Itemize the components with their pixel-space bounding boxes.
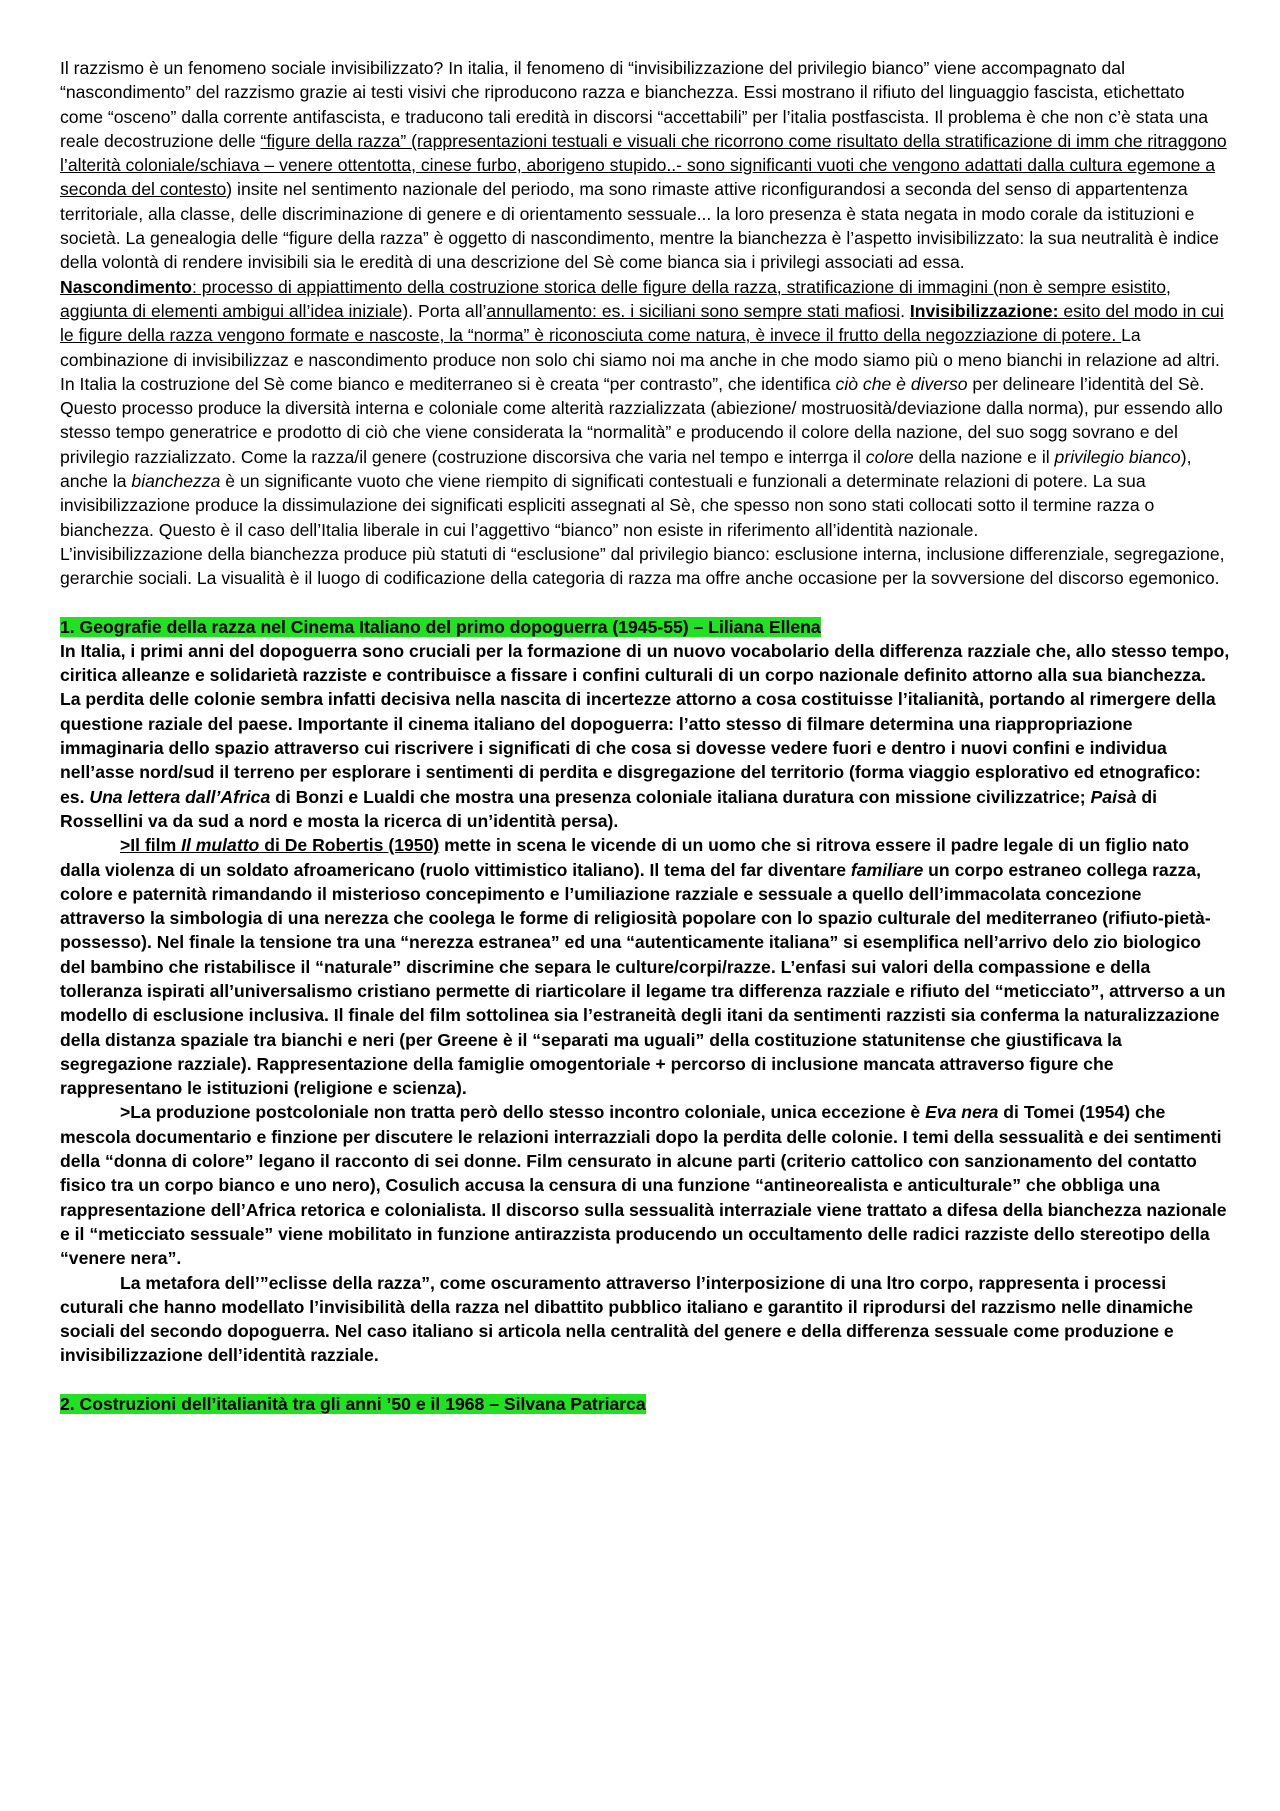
italic-text: Una lettera dall’Africa	[89, 786, 271, 807]
section-1-paragraph-2	[60, 687, 1230, 833]
text-run: .	[900, 300, 910, 321]
text-run: di Tomei (1954) che mescola documentario e finzione per discutere le relazioni interrazziali dopo la perdita delle colonie. I temi della sessualità e dei sentimenti della “donna di colore” legano il racconto di sei donne. Film censurato in alcune parti (criterio cattolico con sanzionamento del contatto fisico tra un corpo bianco e uno nero), Cosulich accusa la censura di una funzione “antineorealista e anticulturale” che obbliga una rappresentazione dell’Africa retorica e colonialista. Il discorso sulla sessualità interraziale viene trattato a difesa della bianchezza nazionale e il “meticciato sessuale” viene mobilitato in funzione antirazzista producendo un occultamento delle radici razziste dello stereotipo della “venere nera”.	[60, 1102, 1227, 1269]
text-run: >La produzione postcoloniale non tratta però dello stesso incontro coloniale, unica eccezione è	[120, 1102, 926, 1123]
intro-paragraph-4: L’invisibilizzazione della bianchezza produce più statuti di “esclusione” dal privilegio bianco: esclusione interna, inclusione differenziale, segregazione, gerarchie sociali. La visualità è il luogo di codificazione della categoria di razza ma offre anche occasione per la sovversione del discorso egemonico.	[60, 543, 1225, 589]
text-run: . Porta all’	[408, 300, 487, 321]
intro-paragraph-3	[60, 372, 1230, 542]
text-run: In Italia la costruzione del Sè come bianco e mediterraneo si è creata “per contrasto”, che identifica	[60, 373, 836, 394]
text-run: della nazione e il	[913, 446, 1055, 467]
italic-text: privilegio bianco	[1054, 446, 1181, 467]
text-run: un corpo estraneo collega razza, colore e paternità rimandando il misterioso concepimento e l’umiliazione razziale e sessuale a quello dell’immacolata concezione attraverso la simbologia di una nerezza che coolega le forme di religiosità popolare con lo spazio culturale del mediterraneo (rifiuto-pietà-possesso). Nel finale la tensione tra una “nerezza estranea” ed una “autenticamente italiana” si esemplifica nell’arrivo delo zio biologico del bambino che ristabilisce il “naturale” discrimine che separa le culture/corpi/razze. L’enfasi sui valori della compassione e della tolleranza ispirati all’universalismo cristiano permette di riarticolare il legame tra differenza razziale e rifiuto del “meticciato”, attrverso a un modello di esclusione inclusiva. Il finale del film sottolinea sia l’estraneità degli itani da sentimenti razzisti sia conferma la naturalizzazione della distanza spaziale tra bianchi e neri (per Greene è il “separati ma uguali” della costituzione statunitense che giustificava la segregazione razziale). Rappresentazione della famiglie omogentoriale + percorso di inclusione mancata attraverso figure che rappresentano le istituzioni (religione e scienza).	[60, 859, 1226, 1099]
text-run: La perdita delle colonie sembra infatti decisiva nella nascita di incertezze attorno a cosa costituisse l’italianità, portando al rimergere della questione raziale del paese. Importante il cinema italiano del dopoguerra: l’atto stesso di filmare determina una riappropriazione immaginaria dello spazio attraverso cui riscrivere i significati di che cosa si dovesse vedere fuori e dentro i nuovi confini e individua nell’asse nord/sud il terreno per esplorare i sentimenti di perdita e disgregazione del territorio (forma viaggio esplorativo ed etnografico: es.	[60, 689, 1216, 807]
text-run: Il razzismo è un fenomeno sociale invisibilizzato? In italia, il fenomeno di “invisibilizzazione del privilegio bianco” viene accompagnato dal “nascondimento” del razzismo grazie ai testi visivi che riproducono razza e bianchezza. Essi mostrano il rifiuto del linguaggio fascista, etichettato come “osceno” dalla corrente antifascista, e traducono tali eredità in discorsi “accettabili” per l’italia postfascista. Il problema è che non c’è stata una reale decostruzione delle	[60, 58, 1209, 151]
italic-text: ciò che è diverso	[835, 373, 968, 394]
text-run: mette in scena le vicende di un uomo che si ritrova essere il padre legale di un figlio nato dalla violenza di un soldato afroamericano (ruolo vittimistico italiano). Il tema del far diventare	[60, 835, 1190, 880]
italic-text: Paisà	[1090, 786, 1137, 807]
film-title: Eva nera	[925, 1102, 999, 1123]
italic-text: colore	[865, 446, 914, 467]
underlined-text: esito del modo in cui le figure della razza vengono formate e nascoste, la “norma” è riconosciuta come natura, è invece il frutto della negozziazione di potere.	[60, 300, 1224, 346]
term-invisibilizzazione: Invisibilizzazione:	[909, 300, 1059, 321]
film-title: Il mulatto	[181, 835, 260, 856]
section-2-heading	[60, 1392, 1230, 1416]
underlined-text: annullamento: es. i siciliani sono sempre stati mafiosi	[486, 300, 901, 321]
underlined-text: di De Robertis (1950)	[259, 835, 440, 856]
underlined-text: >Il film	[120, 835, 182, 856]
highlighted-heading-text: 2. Costruzioni dell’italianità tra gli anni ’50 e il 1968 – Silvana Patriarca	[60, 1393, 646, 1414]
text-run: di Bonzi e Lualdi che mostra una presenza coloniale italiana duratura con missione civilizzatrice;	[270, 786, 1091, 807]
text-run: La combinazione di invisibilizzaz e nascondimento produce non solo chi siamo noi ma anche in che modo siamo più o meno bianchi in relazione ad altri.	[60, 325, 1220, 370]
section-1-paragraph-3	[60, 833, 1230, 1100]
section-1-paragraph-4	[60, 1100, 1230, 1270]
section-1-paragraph-5: La metafora dell’”eclisse della razza”, come oscuramento attraverso l’interposizione di una ltro corpo, rappresenta i processi cuturali che hanno modellato l’invisibilità della razza nel dibattito pubblico italiano e garantito il riprodursi del razzismo nelle dinamiche sociali del secondo dopoguerra. Nel caso italiano si articola nella centralità del genere e della differenza sessuale come produzione e invisibilizzazione dell’identità razziale.	[60, 1272, 1194, 1366]
document-page	[60, 56, 1230, 1416]
section-1-heading	[60, 615, 1230, 639]
underlined-text: “figure della razza” (rappresentazioni testuali e visuali che ricorrono come risultato della stratificazione di imm che ritraggono l’alterità coloniale/schiava – venere ottentotta, cinese furbo, aborigeno stupido..- sono significanti vuoti che vengono adattati dalla cultura egemone a seconda del contesto	[60, 130, 1227, 200]
term-nascondimento: Nascondimento	[60, 276, 192, 297]
section-1-body	[60, 639, 1230, 1368]
highlighted-heading-text: 1. Geografie della razza nel Cinema Italiano del primo dopoguerra (1945-55) – Liliana Ellena	[60, 616, 821, 637]
text-run: ), anche la	[60, 446, 1192, 492]
underlined-text: : processo di appiattimento della costruzione storica delle figure della razza, stratificazione di immagini (non è sempre esistito, aggiunta di elementi ambigui all’idea iniziale)	[60, 276, 1171, 321]
text-run: di Rossellini va da sud a nord e mosta la ricerca di un’identità persa).	[60, 786, 1158, 831]
text-run: è un significante vuoto che viene riempito di significati contestuali e funzionali a determinate relazioni di potere. La sua invisibilizzazione produce la dissimulazione dei significati espliciti assegnati al Sè, che spesso non sono stati collocati sotto il termine razza o bianchezza. Questo è il caso dell’Italia liberale in cui l’aggettivo “bianco” non esiste in riferimento all’identità nazionale.	[60, 471, 1155, 540]
text-run: ) insite nel sentimento nazionale del periodo, ma sono rimaste attive riconfigurandosi a seconda del senso di appartentenza territoriale, alla classe, delle discriminazione di genere e di orientamento sessuale... la loro presenza è stata negata in modo corale da istituzioni e società. La genealogia delle “figure della razza” è oggetto di nascondimento, mentre la bianchezza è l’aspetto invisibilizzato: la sua neutralità è indice della volontà di rendere invisibili sia le eredità di una descrizione del Sè come bianca sia i privilegi associati ad essa.	[60, 179, 1219, 273]
section-1-paragraph-1: In Italia, i primi anni del dopoguerra sono cruciali per la formazione di un nuovo vocabolario della differenza razziale che, allo stesso tempo, ciritica alleanze e solidarietà razziste e contribuisce a fissare i confini culturali di un corpo nazionale definito attorno alla sua bianchezza.	[60, 640, 1230, 686]
intro-paragraph-1	[60, 56, 1230, 275]
italic-text: familiare	[850, 859, 924, 880]
italic-text: bianchezza	[131, 471, 221, 492]
intro-paragraph-2	[60, 275, 1230, 372]
text-run: per delineare l’identità del Sè. Questo processo produce la diversità interna e coloniale come alterità razzializzata (abiezione/ mostruosità/deviazione dalla norma), pur essendo allo stesso tempo generatrice e prodotto di ciò che viene considerata la “normalità” e producendo il colore della nazione, del suo sogg sovrano e del privilegio razzializzato. Come la razza/il genere (costruzione discorsiva che varia nel tempo e interrga il	[60, 373, 1223, 467]
